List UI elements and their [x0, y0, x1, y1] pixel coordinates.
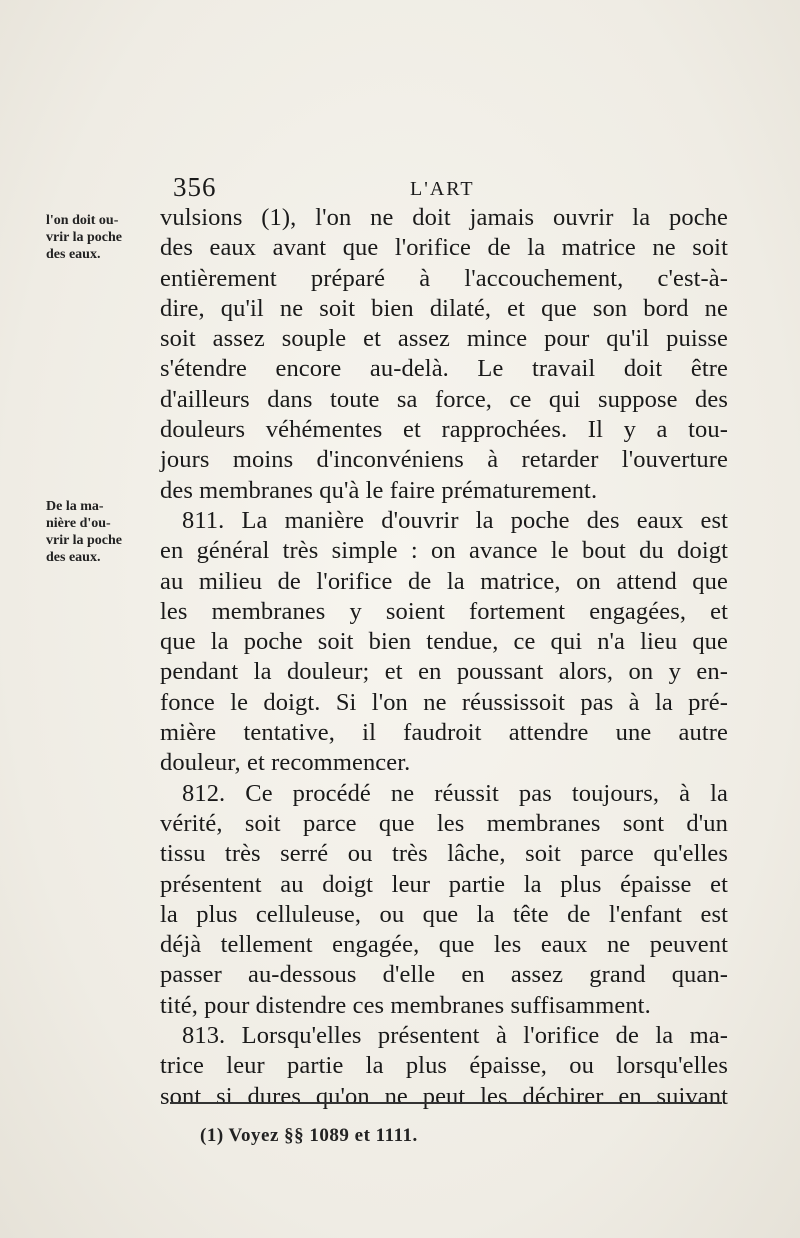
text-line: des membranes qu'à le faire prématurement.	[160, 476, 598, 504]
paragraph-813-start: 813. Lorsqu'elles présentent à l'orifice de la ma-	[182, 1022, 728, 1050]
text-line: que la poche soit bien tendue, ce qui n'a lieu que	[160, 628, 728, 656]
text-line: trice leur partie la plus épaisse, ou lorsqu'elles	[160, 1052, 728, 1080]
show-through-mark	[48, 852, 52, 869]
margin-note-line: nière d'ou-	[46, 516, 111, 531]
text-line: d'ailleurs dans toute sa force, ce qui suppose des	[160, 385, 728, 413]
text-line: déjà tellement engagée, que les eaux ne peuvent	[160, 931, 728, 959]
text-line: présentent au doigt leur partie la plus épaisse et	[160, 870, 728, 898]
text-line: dire, qu'il ne soit bien dilaté, et que son bord ne	[160, 294, 728, 322]
text-line: mière tentative, il faudroit attendre une autre	[160, 719, 728, 747]
margin-note-maniere	[46, 498, 158, 566]
text-line: des eaux avant que l'orifice de la matrice ne soit	[160, 234, 728, 262]
margin-note-line: vrir la poche	[46, 533, 122, 548]
text-line: au milieu de l'orifice de la matrice, on attend que	[160, 567, 728, 595]
margin-note-line: des eaux.	[46, 247, 101, 262]
text-line: en général très simple : on avance le bout du doigt	[160, 537, 728, 565]
margin-note-line: l'on doit ou-	[46, 213, 119, 228]
running-title: L'ART	[410, 178, 475, 200]
text-line: tité, pour distendre ces membranes suffisamment.	[160, 991, 651, 1019]
footnote-divider	[170, 1102, 722, 1104]
margin-note-line: des eaux.	[46, 550, 101, 565]
text-line: douleur, et recommencer.	[160, 749, 411, 777]
body-text	[160, 203, 728, 1112]
text-line: pendant la douleur; et en poussant alors, on y en-	[160, 658, 728, 686]
text-line: vérité, soit parce que les membranes sont d'un	[160, 809, 728, 837]
text-line: tissu très serré ou très lâche, soit parce qu'elles	[160, 840, 728, 868]
text-line: entièrement préparé à l'accouchement, c'est-à-	[160, 264, 728, 292]
page-number: 356	[173, 172, 217, 202]
paragraph-812-start: 812. Ce procédé ne réussit pas toujours, à la	[182, 779, 728, 807]
margin-note-line: De la ma-	[46, 499, 104, 514]
text-line: les membranes y soient fortement engagées, et	[160, 597, 728, 625]
text-line: fonce le doigt. Si l'on ne réussissoit pas à la pré-	[160, 688, 728, 716]
text-line: soit assez souple et assez mince pour qu'il puisse	[160, 325, 728, 353]
margin-note-poche	[46, 212, 158, 263]
text-line: douleurs véhémentes et rapprochées. Il y a tou-	[160, 416, 728, 444]
margin-note-line: vrir la poche	[46, 230, 122, 245]
text-line: vulsions (1), l'on ne doit jamais ouvrir la poche	[160, 204, 728, 231]
text-line: passer au-dessous d'elle en assez grand quan-	[160, 961, 728, 989]
text-line: sont si dures qu'on ne peut les déchirer en suivant	[160, 1082, 728, 1110]
text-line: jours moins d'inconvéniens à retarder l'ouverture	[160, 446, 728, 474]
paragraph-811-start: 811. La manière d'ouvrir la poche des eaux est	[182, 506, 728, 534]
footnote: (1) Voyez §§ 1089 et 1111.	[200, 1125, 418, 1146]
text-line: la plus celluleuse, ou que la tête de l'enfant est	[160, 900, 728, 928]
text-line: s'étendre encore au-delà. Le travail doit être	[160, 355, 728, 383]
